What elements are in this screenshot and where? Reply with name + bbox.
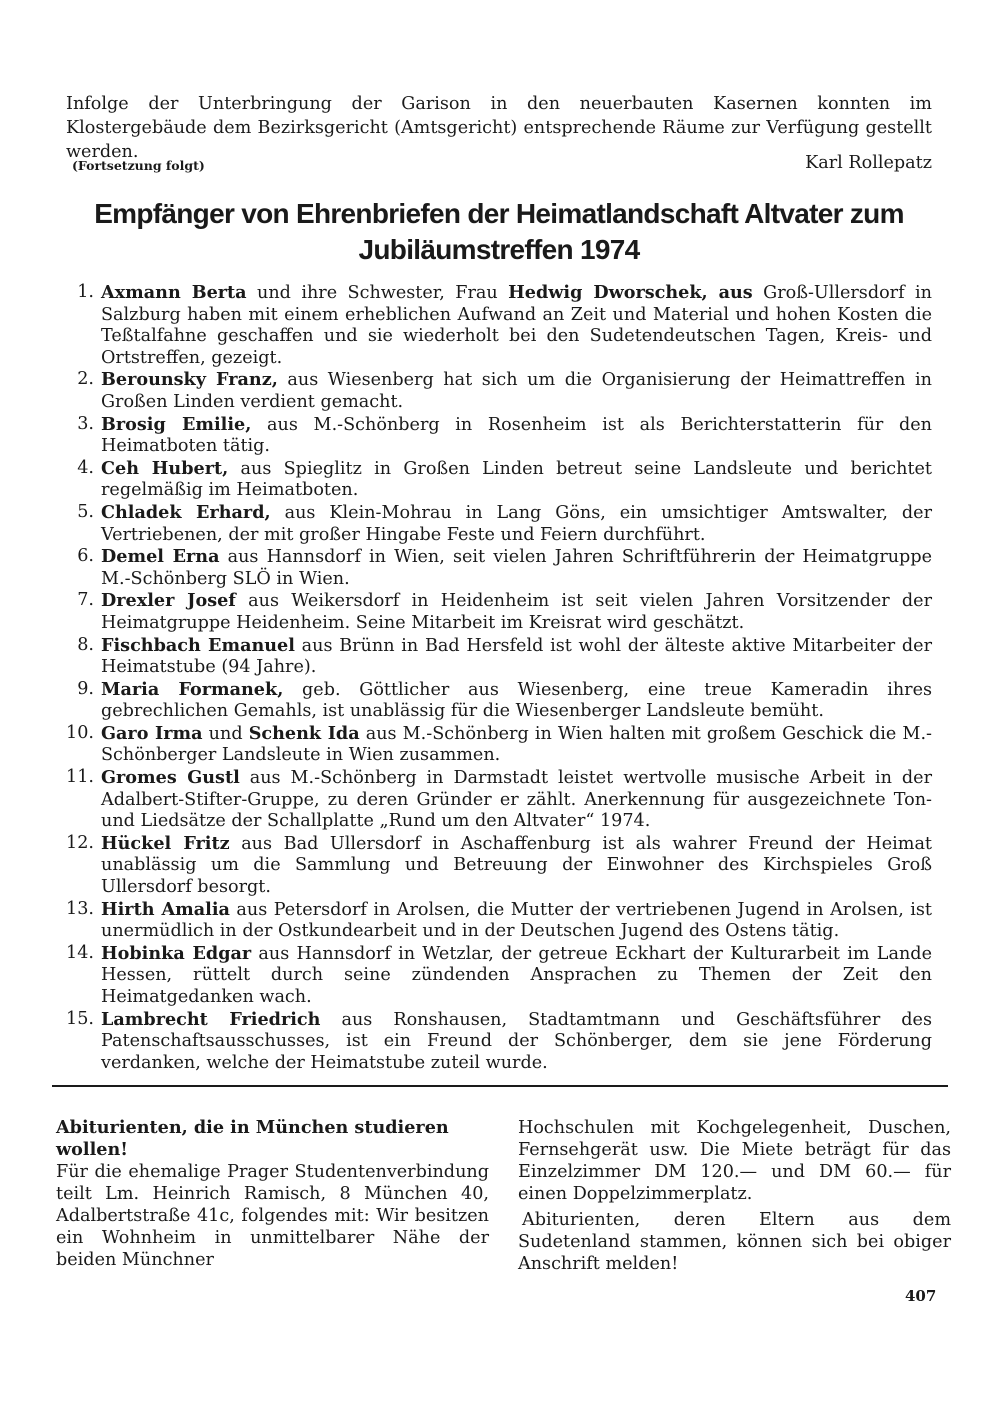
list-item	[66, 546, 932, 590]
entry-number: 4.	[77, 457, 94, 478]
page-number: 407	[905, 1287, 937, 1305]
entry-name: Lambrecht Friedrich	[101, 1008, 321, 1030]
list-item	[66, 1009, 932, 1075]
entry-name: Hückel Fritz	[101, 832, 230, 854]
entry-number: 5.	[77, 501, 94, 522]
entry-number: 8.	[77, 634, 94, 655]
entry-name: Maria Formanek,	[101, 678, 284, 700]
entry-number: 6.	[77, 546, 94, 567]
entry-text: aus Hannsdorf in Wetzlar, der getreue Eckhart der Kulturarbeit im Lande Hessen, rüttelt durch seine zündenden Ansprachen zu Themen der Zeit den Heimatgedanken wach.	[101, 943, 932, 1007]
entry-number: 12.	[66, 832, 94, 853]
entry-text: geb. Göttlicher aus Wiesenberg, eine treue Kameradin ihres gebrechlichen Gemahls, ist unablässig für die Wiesenberger Landsleute bemüht.	[101, 679, 933, 722]
entry-text: aus Ronshausen, Stadtamtmann und Geschäftsführer des Patenschaftsausschusses, ist ein Freund der Schönberger, dem sie jene Förderung verdanken, welche der Heimatstube zuteil wurde.	[101, 1009, 932, 1073]
entry-text: aus Klein-Mohrau in Lang Göns, ein umsichtiger Amtswalter, der Vertriebenen, der mit großer Hingabe Feste und Feiern durchführt.	[101, 502, 932, 545]
entry-number: 9.	[77, 678, 94, 699]
entry-number: 2.	[77, 369, 94, 390]
entry-text: aus Brünn in Bad Hersfeld ist wohl der älteste aktive Mitarbeiter der Heimatstube (94 Jahre).	[101, 635, 932, 678]
entry-name: Drexler Josef	[101, 590, 236, 612]
entry-number: 14.	[66, 942, 94, 963]
entry-text: aus M.-Schönberg in Darmstadt leistet wertvolle musische Arbeit in der Adalbert-Stifter-Gruppe, zu deren Gründer er zählt. Anerkennung für ausgezeichnete Ton- und Liedsätze der Schallplatte „Rund um den Altvater“ 1974.	[101, 768, 932, 832]
notice-left-column	[56, 1117, 489, 1271]
entry-text-secondary: Groß-Ullersdorf in Salzburg haben mit einem erheblichen Aufwand an Zeit und Material und hohen Kosten die Teßtalfahne geschaffen und sie wiederholt bei den Sudetendeutschen Tagen, Kreis- und Ortstreffen, gezeigt.	[101, 283, 932, 368]
entry-name: Axmann Berta	[101, 282, 247, 303]
entry-name: Berounsky Franz,	[101, 369, 278, 391]
list-item	[66, 943, 932, 1009]
list-item	[66, 833, 932, 899]
notice-paragraph-1-part-2: Hochschulen mit Kochgelegenheit, Duschen, Fernsehgerät usw. Die Miete beträgt für das Einzelzimmer DM 120.— und DM 60.— für einen Doppelzimmerplatz.	[518, 1118, 951, 1204]
notice-right-column	[518, 1117, 951, 1275]
continuation-row	[72, 153, 932, 179]
entry-name-secondary: Hedwig Dworschek, aus	[508, 282, 753, 303]
notice-title: Abiturienten, die in München studieren wollen!	[56, 1117, 449, 1160]
entry-text-secondary: aus M.-Schönberg in Wien halten mit großem Geschick die M.-Schönberger Landsleute in Wien zusammen.	[101, 723, 932, 766]
list-item	[66, 502, 932, 546]
entry-number: 15.	[66, 1008, 94, 1029]
intro-text: Infolge der Unterbringung der Garison in den neuerbauten Kasernen konnten im Klostergebäude dem Bezirksgericht (Amtsgericht) entsprechende Räume zur Verfügung gestellt werden.	[66, 94, 932, 162]
entry-number: 1.	[77, 282, 94, 302]
notice-paragraph-1-part-1: Für die ehemalige Prager Studentenverbindung teilt Lm. Heinrich Ramisch, 8 München 40, Adalbertstraße 41c, folgendes mit: Wir besitzen ein Wohnheim in unmittelbarer Nähe der beiden Münchner	[56, 1162, 489, 1270]
list-item	[66, 679, 932, 723]
entry-number: 11.	[66, 767, 94, 788]
author-name: Karl Rollepatz	[805, 153, 932, 173]
entry-text: und	[202, 723, 249, 744]
entry-text: aus Hannsdorf in Wien, seit vielen Jahren Schriftführerin der Heimatgruppe M.-Schönberg SLÖ in Wien.	[101, 547, 932, 589]
entry-text: aus Petersdorf in Arolsen, die Mutter der vertriebenen Jugend in Arolsen, ist unermüdlich in der Ostkundearbeit und in der Deutschen Jugend des Ostens tätig.	[101, 899, 932, 942]
entry-text: aus M.-Schönberg in Rosenheim ist als Berichterstatterin für den Heimatboten tätig.	[101, 414, 932, 457]
list-item	[66, 635, 932, 679]
entry-text: aus Spieglitz in Großen Linden betreut seine Landsleute und berichtet regelmäßig im Heimatboten.	[101, 458, 932, 501]
entry-number: 3.	[77, 413, 94, 434]
entry-number: 13.	[66, 898, 94, 919]
notice-paragraph-2: Abiturienten, deren Eltern aus dem Sudetenland stammen, können sich bei obiger Anschrift melden!	[518, 1210, 951, 1274]
list-item	[66, 899, 932, 943]
entry-name: Brosig Emilie,	[101, 413, 252, 435]
entry-name: Hirth Amalia	[101, 898, 230, 920]
entry-name: Chladek Erhard,	[101, 501, 271, 523]
entry-name: Garo Irma	[101, 722, 203, 744]
entry-text: aus Bad Ullersdorf in Aschaffenburg ist als wahrer Freund der Heimat unablässig um die Sammlung und Betreuung der Einwohner des Kirchspieles Groß Ullersdorf besorgt.	[101, 833, 933, 898]
entry-number: 7.	[77, 590, 94, 611]
list-item	[66, 458, 932, 502]
section-divider	[52, 1085, 948, 1087]
list-item	[66, 282, 932, 369]
list-item	[66, 590, 932, 634]
list-item	[66, 414, 932, 458]
recipient-list	[66, 282, 932, 1074]
entry-name: Ceh Hubert,	[101, 457, 229, 479]
entry-name-secondary: Schenk Ida	[248, 722, 360, 744]
article-headline: Empfänger von Ehrenbriefen der Heimatlandschaft Altvater zum Jubiläumstreffen 1974	[94, 198, 904, 265]
entry-name: Demel Erna	[101, 546, 220, 568]
entry-number: 10.	[66, 722, 94, 743]
entry-text: aus Weikersdorf in Heidenheim ist seit vielen Jahren Vorsitzender der Heimatgruppe Heidenheim. Seine Mitarbeit im Kreisrat wird geschätzt.	[101, 591, 932, 633]
list-item	[66, 369, 932, 413]
entry-text: und ihre Schwester, Frau	[246, 283, 509, 303]
continuation-note: (Fortsetzung folgt)	[72, 158, 205, 173]
entry-text: aus Wiesenberg hat sich um die Organisierung der Heimattreffen in Großen Linden verdient gemacht.	[101, 370, 932, 412]
entry-name: Fischbach Emanuel	[101, 634, 295, 656]
entry-name: Hobinka Edgar	[101, 942, 252, 964]
list-item	[66, 723, 932, 767]
entry-name: Gromes Gustl	[101, 767, 240, 789]
list-item	[66, 767, 932, 833]
